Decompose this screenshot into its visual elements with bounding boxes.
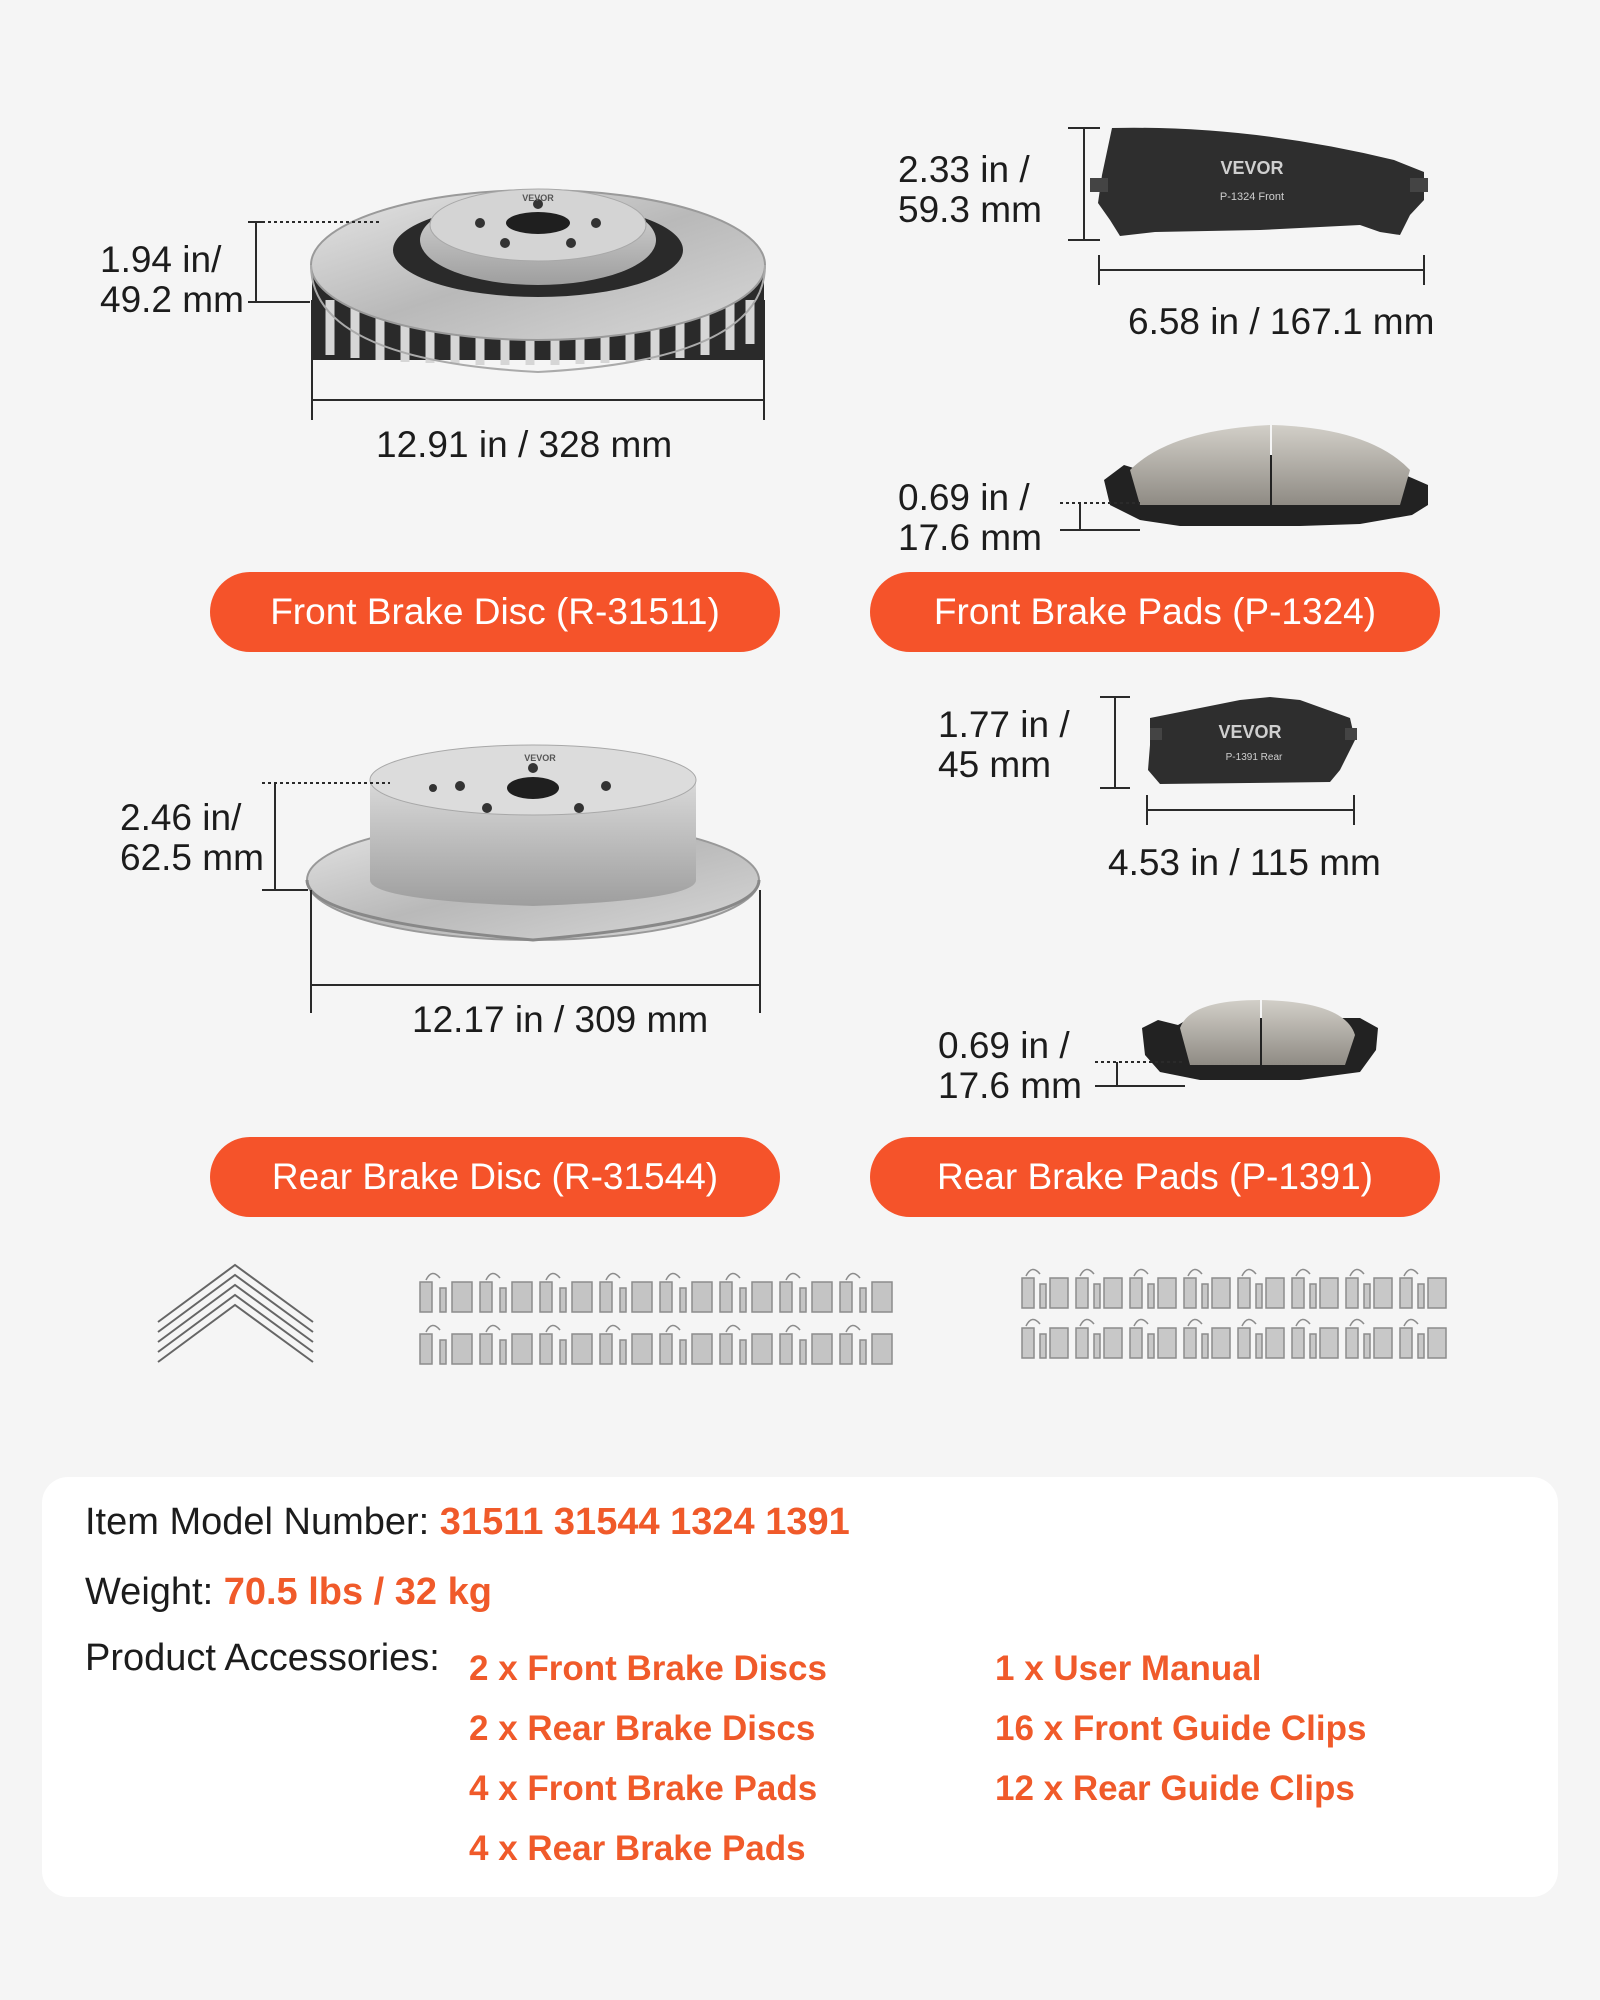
front-guide-clips-image — [420, 1273, 892, 1364]
model-number-label: Item Model Number: — [85, 1501, 440, 1543]
anti-rattle-springs-image — [158, 1265, 313, 1362]
model-number-row — [85, 1501, 850, 1544]
model-number-value: 31511 31544 1324 1391 — [439, 1501, 850, 1543]
accessory-item: 16 x Front Guide Clips — [995, 1709, 1367, 1748]
brand-logo: VEVOR — [1220, 158, 1284, 178]
brand-logo: VEVOR — [522, 193, 554, 203]
brand-logo: VEVOR — [1218, 722, 1282, 742]
rear-guide-clips-image — [1022, 1269, 1446, 1358]
front-disc-height-label: 1.94 in/ 49.2 mm — [100, 239, 244, 320]
rear-pad-thickness-label: 0.69 in / 17.6 mm — [938, 1025, 1082, 1106]
product-info-panel — [42, 1477, 1558, 1897]
accessory-item: 4 x Front Brake Pads — [469, 1769, 818, 1808]
part-marking: P-1391 Rear — [1225, 752, 1283, 763]
brand-logo: VEVOR — [524, 753, 556, 763]
rear-brake-pads-title: Rear Brake Pads (P-1391) — [870, 1137, 1440, 1217]
rear-pad-height-label: 1.77 in / 45 mm — [938, 704, 1070, 785]
accessory-item: 2 x Front Brake Discs — [469, 1649, 827, 1688]
front-disc-diameter-label: 12.91 in / 328 mm — [376, 424, 673, 465]
rear-disc-diameter-label: 12.17 in / 309 mm — [412, 999, 709, 1040]
accessory-item: 4 x Rear Brake Pads — [469, 1829, 806, 1868]
rear-pad-back-image — [1148, 697, 1357, 784]
front-pad-back-image — [1090, 128, 1428, 236]
weight-label: Weight: — [85, 1571, 224, 1613]
accessory-item: 12 x Rear Guide Clips — [995, 1769, 1355, 1808]
rear-disc-height-label: 2.46 in/ 62.5 mm — [120, 797, 264, 878]
rear-brake-disc-image — [307, 745, 759, 940]
weight-value: 70.5 lbs / 32 kg — [223, 1571, 492, 1613]
accessory-item: 1 x User Manual — [995, 1649, 1262, 1688]
rear-pad-friction-image — [1142, 1000, 1378, 1080]
rear-brake-disc-title: Rear Brake Disc (R-31544) — [210, 1137, 780, 1217]
front-pad-friction-image — [1104, 425, 1428, 526]
rear-pad-width-label: 4.53 in / 115 mm — [1108, 842, 1381, 883]
front-brake-pads-title: Front Brake Pads (P-1324) — [870, 572, 1440, 652]
front-pad-width-label: 6.58 in / 167.1 mm — [1128, 301, 1435, 342]
front-pad-thickness-label: 0.69 in / 17.6 mm — [898, 477, 1042, 558]
front-brake-disc-image — [311, 189, 765, 372]
part-marking: P-1324 Front — [1219, 191, 1285, 203]
weight-row — [85, 1571, 492, 1614]
front-brake-disc-title: Front Brake Disc (R-31511) — [210, 572, 780, 652]
accessories-label: Product Accessories: — [85, 1637, 440, 1679]
accessory-item: 2 x Rear Brake Discs — [469, 1709, 816, 1748]
front-pad-height-label: 2.33 in / 59.3 mm — [898, 149, 1042, 230]
